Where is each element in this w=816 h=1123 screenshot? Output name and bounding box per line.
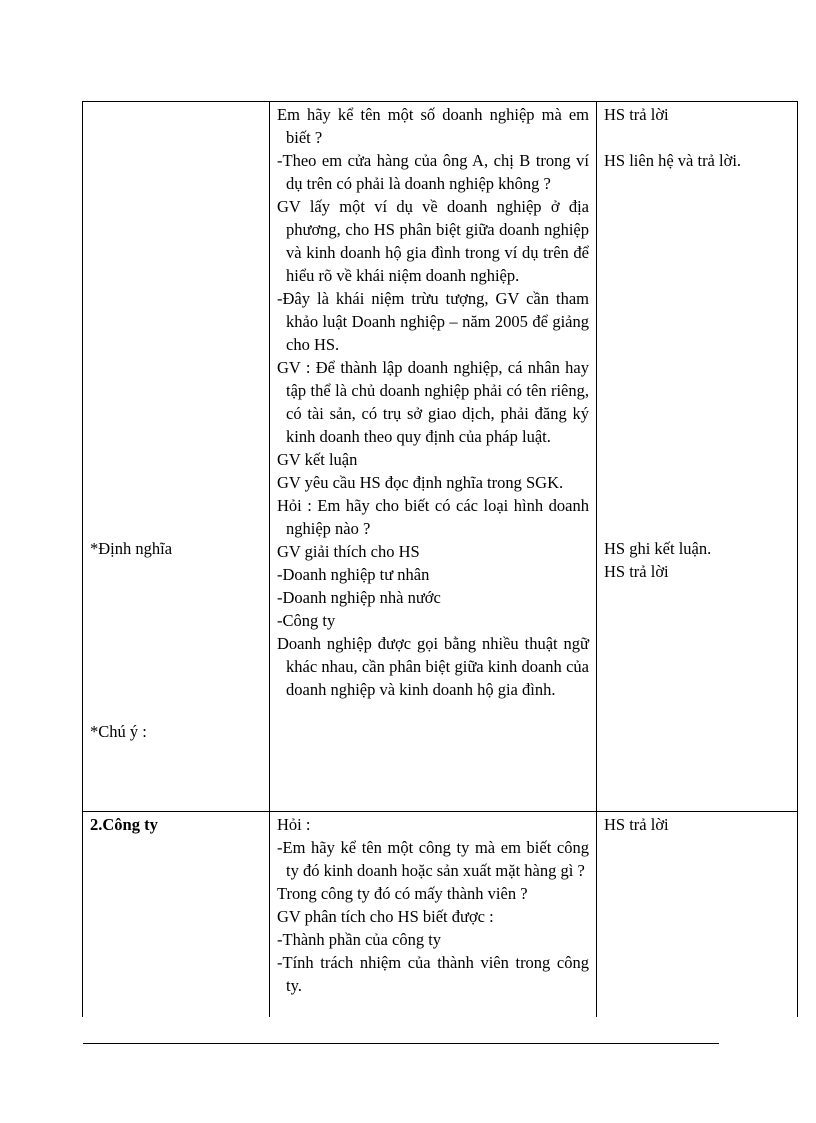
table-cell [90,720,260,743]
table-row-divider [82,811,798,812]
table-border-top [82,101,798,102]
paragraph: Hỏi : Em hãy cho biết có các loại hình doanh nghiệp nào ? [277,496,589,538]
section-label: *Chú ý : [90,722,147,741]
paragraph: -Doanh nghiệp nhà nước [277,588,441,607]
paragraph: -Doanh nghiệp tư nhân [277,565,430,584]
table-column-divider [269,101,270,1017]
table-cell [604,537,794,583]
table-column-divider [596,101,597,1017]
paragraph: -Tính trách nhiệm của thành viên trong công ty. [277,953,589,995]
paragraph: GV kết luận [277,450,358,469]
table-cell [90,537,260,560]
paragraph: GV yêu cầu HS đọc định nghĩa trong SGK. [277,473,564,492]
paragraph: GV : Để thành lập doanh nghiệp, cá nhân hay tập thể là chủ doanh nghiệp phải có tên riêng, có tài sản, có trụ sở giao dịch, phải đăng ký kinh doanh theo quy định của pháp luật. [277,358,589,446]
section-heading: 2.Công ty [90,815,158,834]
table-cell [604,149,794,172]
paragraph: Trong công ty đó có mấy thành viên ? [277,884,528,903]
paragraph: Hỏi : [277,815,311,834]
paragraph: HS ghi kết luận. [604,539,712,558]
table-border-left [82,101,83,1017]
table-border-right [797,101,798,1017]
paragraph: -Thành phần của công ty [277,930,442,949]
table-cell [277,813,589,997]
table-cell [277,103,589,701]
paragraph: -Theo em cửa hàng của ông A, chị B trong ví dụ trên có phải là doanh nghiệp không ? [277,151,589,193]
section-label: *Định nghĩa [90,539,173,558]
paragraph: HS trả lời [604,815,669,834]
footer-rule [83,1043,719,1044]
table-cell [90,813,260,836]
paragraph: -Em hãy kể tên một công ty mà em biết công ty đó kinh doanh hoặc sản xuất mặt hàng gì ? [277,838,589,880]
paragraph: Doanh nghiệp được gọi bằng nhiều thuật ngữ khác nhau, cần phân biệt giữa kinh doanh của doanh nghiệp và kinh doanh hộ gia đình. [277,634,589,699]
paragraph: HS trả lời [604,562,669,581]
paragraph: GV phân tích cho HS biết được : [277,907,494,926]
table-cell [604,103,794,126]
paragraph: Em hãy kể tên một số doanh nghiệp mà em biết ? [277,105,589,147]
paragraph: -Đây là khái niệm trừu tượng, GV cần tham khảo luật Doanh nghiệp – năm 2005 để giảng cho HS. [277,289,589,354]
paragraph: HS trả lời [604,105,669,124]
paragraph: GV giải thích cho HS [277,542,420,561]
paragraph: GV lấy một ví dụ về doanh nghiệp ở địa phương, cho HS phân biệt giữa doanh nghiệp và kinh doanh hộ gia đình trong ví dụ trên để hiểu rõ về khái niệm doanh nghiệp. [277,197,589,285]
paragraph: HS liên hệ và trả lời. [604,151,742,170]
paragraph: -Công ty [277,611,336,630]
table-cell [604,813,794,836]
